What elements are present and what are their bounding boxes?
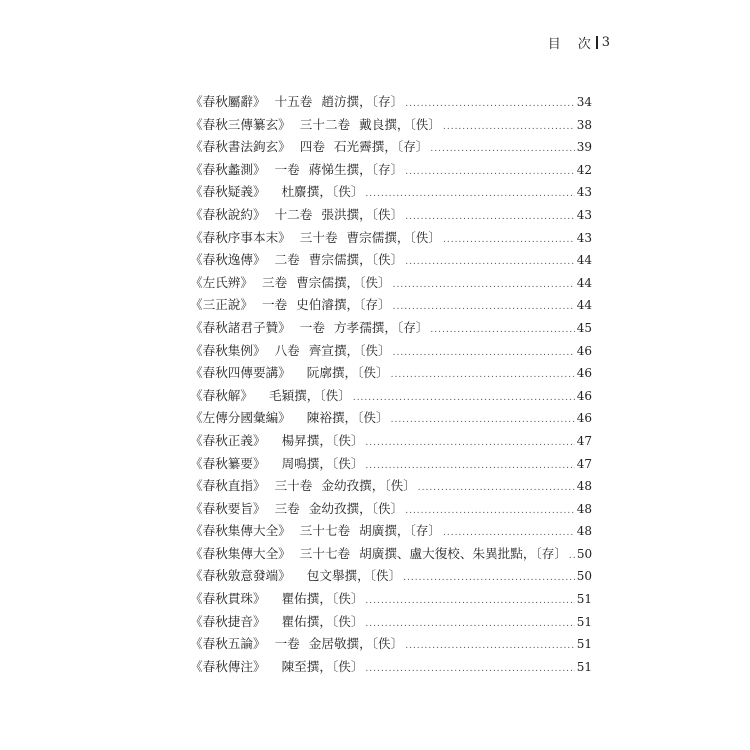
entry-text: [190, 227, 441, 246]
toc-entry[interactable]: [190, 249, 592, 272]
dot-leader: [353, 393, 575, 403]
entry-author: 陳裕撰，〔佚〕: [306, 410, 389, 426]
entry-author: 毛穎撰，〔佚〕: [268, 387, 351, 403]
entry-volumes: 三卷: [261, 274, 288, 290]
entry-title: 《春秋疑義》: [190, 184, 266, 200]
entry-volumes: 三十七卷: [299, 545, 351, 561]
entry-volumes: 三卷: [274, 500, 300, 516]
entry-page: 48: [576, 524, 592, 539]
entry-page: 48: [576, 501, 592, 516]
dot-leader: [405, 167, 575, 177]
dot-leader: [365, 619, 574, 629]
entry-author: 曹宗儒撰，〔佚〕: [308, 252, 404, 268]
entry-author: 瞿佑撰，〔佚〕: [281, 613, 364, 629]
entry-page: 45: [576, 320, 592, 335]
toc-entry[interactable]: [190, 611, 592, 634]
entry-title: 《左氏辨》: [190, 274, 253, 290]
dot-leader: [405, 257, 575, 267]
entry-volumes: 三十卷: [274, 478, 313, 494]
entry-volumes: 一卷: [274, 636, 300, 652]
entry-page: 51: [576, 637, 592, 652]
toc-entry[interactable]: [190, 633, 592, 656]
entry-text: [190, 385, 351, 404]
entry-author: 金居敬撰，〔佚〕: [308, 636, 404, 652]
dot-leader: [391, 415, 575, 425]
entry-author: 趙汸撰，〔存〕: [321, 94, 404, 109]
entry-text: [190, 136, 428, 155]
entry-title: 《春秋諸君子贊》: [190, 319, 291, 335]
entry-page: 51: [576, 592, 592, 607]
entry-text: [190, 588, 363, 607]
entry-page: 43: [576, 185, 592, 200]
dot-leader: [569, 551, 575, 561]
entry-author: 陳至撰，〔佚〕: [281, 658, 364, 674]
dot-leader: [443, 122, 575, 132]
entry-author: 齊宣撰，〔佚〕: [308, 342, 391, 358]
toc-entry[interactable]: [190, 498, 592, 521]
entry-author: 戴良撰，〔佚〕: [359, 116, 441, 132]
toc-entry[interactable]: [190, 294, 592, 317]
entry-author: 金幼孜撰，〔佚〕: [308, 500, 404, 516]
entry-page: 34: [576, 95, 592, 109]
entry-title: 《春秋書法鉤玄》: [190, 139, 291, 155]
entry-title: 《春秋解》: [190, 387, 253, 403]
dot-leader: [430, 325, 574, 335]
toc-entry[interactable]: [190, 565, 592, 588]
entry-page: 42: [576, 162, 592, 177]
toc-entry[interactable]: [190, 588, 592, 611]
entry-title: 《春秋四傳要講》: [190, 365, 291, 381]
entry-volumes: 四卷: [299, 139, 325, 155]
entry-text: [190, 498, 403, 517]
entry-page: 50: [576, 569, 592, 584]
entry-page: 44: [576, 298, 592, 313]
entry-title: 《左傳分國彙編》: [190, 410, 291, 426]
entry-text: [190, 294, 391, 313]
entry-title: 《春秋貫珠》: [190, 591, 266, 607]
toc-entry[interactable]: [190, 181, 592, 204]
section-title: 目 次: [547, 37, 593, 52]
entry-author: 胡廣撰，〔存〕: [359, 523, 441, 539]
entry-page: 47: [576, 433, 592, 448]
toc-entry[interactable]: [190, 453, 592, 476]
entry-title: 《春秋敫意發端》: [190, 568, 291, 584]
toc-entry[interactable]: [190, 385, 592, 408]
dot-leader: [405, 212, 575, 222]
toc-entry[interactable]: [190, 407, 592, 430]
entry-title: 《春秋正義》: [190, 432, 266, 448]
entry-title: 《春秋直指》: [190, 478, 266, 494]
dot-leader: [443, 528, 575, 538]
entry-text: [190, 611, 363, 630]
entry-title: 《春秋逸傳》: [190, 252, 266, 268]
entry-title: 《春秋捷音》: [190, 613, 266, 629]
dot-leader: [393, 348, 575, 358]
entry-author: 杜麖撰，〔佚〕: [281, 184, 364, 200]
entry-title: 《春秋集例》: [190, 342, 266, 358]
entry-author: 金幼孜撰，〔佚〕: [321, 478, 416, 494]
entry-title: 《春秋屬辭》: [190, 94, 266, 109]
entry-author: 石光霽撰，〔存〕: [333, 139, 429, 155]
entry-page: 46: [576, 366, 592, 381]
running-header: [548, 33, 612, 52]
entry-author: 瞿佑撰，〔佚〕: [281, 591, 364, 607]
toc-entry[interactable]: [190, 272, 592, 295]
entry-text: [190, 181, 363, 200]
toc-entry[interactable]: [190, 136, 592, 159]
entry-title: 《春秋蠡測》: [190, 161, 266, 177]
dot-leader: [391, 370, 575, 380]
dot-leader: [365, 461, 574, 471]
entry-text: [190, 317, 428, 336]
entry-author: 張洪撰，〔佚〕: [321, 206, 404, 222]
dot-leader: [365, 664, 574, 674]
entry-page: 44: [576, 275, 592, 290]
toc-entry[interactable]: [190, 543, 592, 566]
entry-volumes: 一卷: [261, 297, 288, 313]
entry-page: 46: [576, 388, 592, 403]
entry-author: 曹宗儒撰，〔佚〕: [346, 229, 441, 245]
table-of-contents: [190, 91, 592, 678]
entry-text: [190, 565, 401, 584]
entry-text: [190, 272, 391, 291]
entry-volumes: 八卷: [274, 342, 300, 358]
entry-author: 胡廣撰、盧大復校、朱異批點，〔存〕: [359, 545, 567, 561]
entry-author: 包文舉撰，〔佚〕: [306, 568, 402, 584]
entry-page: 43: [576, 230, 592, 245]
entry-page: 46: [576, 411, 592, 426]
dot-leader: [365, 189, 574, 199]
entry-title: 《春秋五論》: [190, 636, 266, 652]
dot-leader: [430, 144, 574, 154]
entry-text: [190, 520, 441, 539]
entry-text: [190, 114, 441, 133]
entry-text: [190, 340, 391, 359]
entry-page: 46: [576, 343, 592, 358]
entry-title: 《春秋序事本末》: [190, 229, 291, 245]
entry-text: [190, 362, 389, 381]
entry-page: 43: [576, 207, 592, 222]
entry-page: 51: [576, 614, 592, 629]
toc-entry[interactable]: [190, 317, 592, 340]
dot-leader: [443, 235, 575, 245]
entry-author: 曹宗儒撰，〔佚〕: [296, 274, 391, 290]
dot-leader: [365, 596, 574, 606]
entry-text: [190, 204, 403, 223]
entry-title: 《春秋說約》: [190, 206, 266, 222]
dot-leader: [403, 573, 575, 583]
entry-author: 史伯濬撰，〔存〕: [296, 297, 391, 313]
toc-entry[interactable]: [190, 114, 592, 137]
entry-text: [190, 430, 363, 449]
entry-text: [190, 656, 363, 675]
toc-entry[interactable]: [190, 340, 592, 363]
entry-title: 《春秋集傳大全》: [190, 523, 291, 539]
entry-title: 《春秋三傳纂玄》: [190, 116, 291, 132]
entry-text: [190, 543, 567, 562]
toc-entry[interactable]: [190, 520, 592, 543]
entry-title: 《三正說》: [190, 297, 253, 313]
entry-author: 蔣悌生撰，〔存〕: [308, 161, 404, 177]
entry-title: 《春秋集傳大全》: [190, 545, 291, 561]
entry-volumes: 三十七卷: [299, 523, 351, 539]
toc-entry[interactable]: [190, 204, 592, 227]
dot-leader: [405, 641, 575, 651]
entry-volumes: 三十二卷: [299, 116, 351, 132]
dot-leader: [393, 280, 575, 290]
entry-text: [190, 475, 416, 494]
entry-page: 39: [576, 140, 592, 155]
entry-text: [190, 453, 363, 472]
entry-author: 楊昇撰，〔佚〕: [281, 432, 364, 448]
entry-text: [190, 633, 403, 652]
entry-text: [190, 249, 403, 268]
toc-entry[interactable]: [190, 159, 592, 182]
entry-page: 38: [576, 117, 592, 132]
entry-text: [190, 159, 403, 178]
entry-volumes: 二卷: [274, 252, 300, 268]
dot-leader: [418, 483, 575, 493]
dot-leader: [405, 506, 575, 516]
entry-author: 方孝孺撰，〔存〕: [333, 319, 429, 335]
entry-page: 50: [576, 546, 593, 561]
entry-text: [190, 407, 389, 426]
toc-entry[interactable]: [190, 91, 592, 114]
entry-author: 阮廓撰，〔佚〕: [306, 365, 389, 381]
entry-title: 《春秋傳注》: [190, 658, 266, 674]
entry-page: 51: [576, 659, 592, 674]
entry-volumes: 十五卷: [274, 94, 313, 109]
toc-entry[interactable]: [190, 430, 592, 453]
entry-title: 《春秋要旨》: [190, 500, 266, 516]
header-divider: [596, 36, 598, 49]
entry-text: [190, 91, 403, 110]
page-number: 3: [601, 35, 612, 50]
dot-leader: [365, 438, 574, 448]
entry-page: 47: [576, 456, 592, 471]
toc-entry[interactable]: [190, 475, 592, 498]
entry-volumes: 三十卷: [299, 229, 338, 245]
entry-volumes: 十二卷: [274, 206, 313, 222]
toc-entry[interactable]: [190, 362, 592, 385]
entry-title: 《春秋纂要》: [190, 455, 266, 471]
entry-author: 周鳴撰，〔佚〕: [281, 455, 364, 471]
entry-page: 48: [576, 479, 592, 494]
toc-entry[interactable]: [190, 656, 592, 679]
entry-volumes: 一卷: [274, 161, 300, 177]
toc-entry[interactable]: [190, 227, 592, 250]
dot-leader: [393, 302, 575, 312]
dot-leader: [405, 99, 575, 109]
entry-volumes: 一卷: [299, 319, 325, 335]
entry-page: 44: [576, 253, 592, 268]
